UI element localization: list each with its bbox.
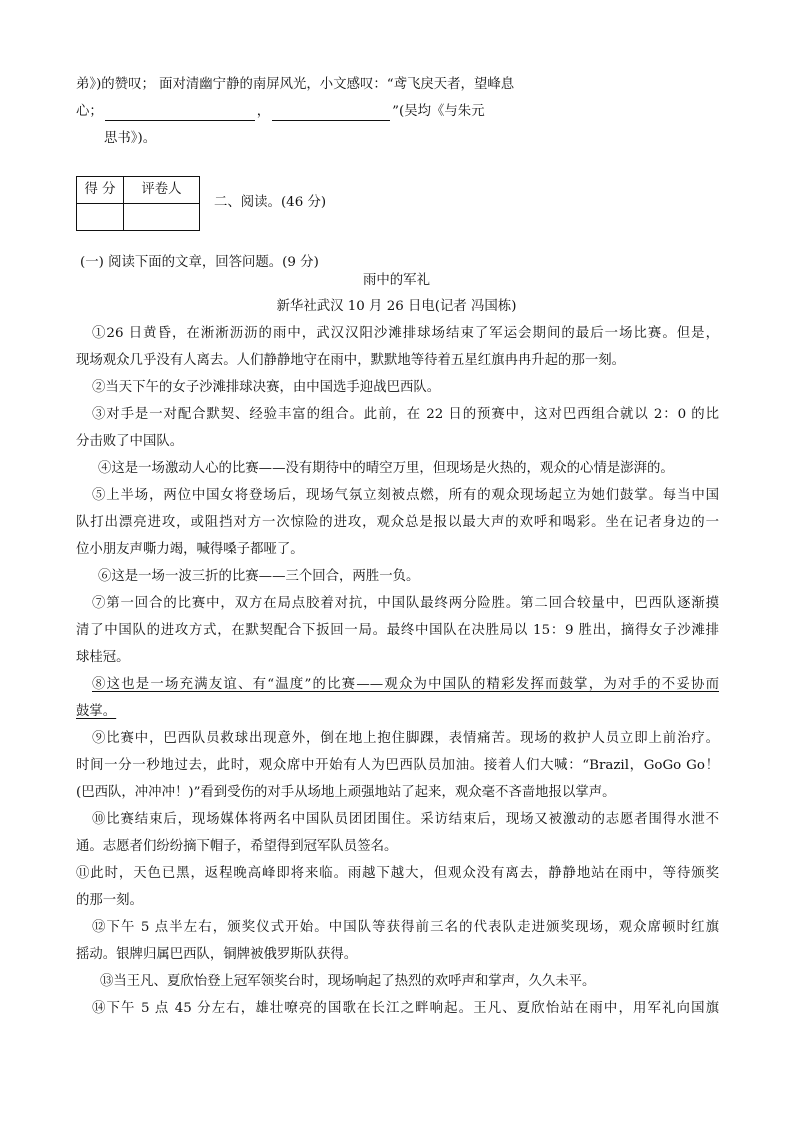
article-line: 时间一分一秒地过去，此时，观众席中开始有人为巴西队员加油。接着人们大喊：“Brazil，GoGo Go！ — [76, 758, 719, 773]
intro-line-3: 思书》)。 — [104, 131, 157, 146]
intro-line-2 — [76, 103, 485, 121]
score-cell[interactable] — [77, 204, 124, 231]
section-title: 二、阅读。(46 分) — [214, 195, 327, 210]
article-line: ⑦第一回合的比赛中，双方在局点胶着对抗，中国队最终两分险胜。第二回合较量中，巴西队逐渐摸 — [92, 596, 719, 611]
answer-blank-2[interactable] — [272, 106, 390, 121]
article-line: ⑤上半场，两位中国女将登场后，现场气氛立刻被点燃，所有的观众现场起立为她们鼓掌。每当中国 — [92, 488, 719, 503]
article-line: 的那一刻。 — [76, 893, 143, 908]
article-line: ⑬当王凡、夏欣怡登上冠军领奖台时，现场响起了热烈的欢呼声和掌声，久久未平。 — [100, 974, 596, 989]
intro-line-1: 弟》)的赞叹； 面对清幽宁静的南屏风光，小文感叹：“鸢飞戾天者，望峰息 — [76, 77, 515, 92]
article-line: 现场观众几乎没有人离去。人们静静地守在雨中，默默地等待着五星红旗冉冉升起的那一刻。 — [76, 353, 626, 368]
article-byline: 新华社武汉 10 月 26 日电(记者 冯国栋) — [276, 299, 517, 314]
score-table — [76, 176, 200, 231]
article-line: ①26 日黄昏，在淅淅沥沥的雨中，武汉汉阳沙滩排球场结束了军运会期间的最后一场比赛。但是， — [92, 326, 719, 341]
article-line: ⑭下午 5 点 45 分左右，雄壮嘹亮的国歌在长江之畔响起。王凡、夏欣怡站在雨中，用军礼向国旗 — [92, 1001, 719, 1016]
article-line: ③对手是一对配合默契、经验丰富的组合。此前，在 22 日的预赛中，这对巴西组合就以 2：0 的比 — [92, 407, 719, 422]
score-header: 得 分 — [77, 177, 124, 204]
article-line: 摇动。银牌归属巴西队，铜牌被俄罗斯队获得。 — [76, 947, 358, 962]
article-line: 清了中国队的进攻方式，在默契配合下扳回一局。最终中国队在决胜局以 15：9 胜出，摘得女子沙滩排 — [76, 623, 719, 638]
article-line: 通。志愿者们纷纷摘下帽子，希望得到冠军队员签名。 — [76, 839, 398, 854]
article-line: 队打出漂亮进攻，或阻挡对方一次惊险的进攻，观众总是报以最大声的欢呼和喝彩。坐在记者身边的一 — [76, 515, 719, 530]
underlined-line: ⑧这也是一场充满友谊、有“温度”的比赛——观众为中国队的精彩发挥而鼓掌，为对手的不妥协而 — [92, 677, 719, 692]
article-line: ⑥这是一场一波三折的比赛——三个回合，两胜一负。 — [98, 569, 420, 584]
reviewer-header: 评卷人 — [124, 177, 200, 204]
article-line: ⑫下午 5 点半左右，颁奖仪式开始。中国队等获得前三名的代表队走进颁奖现场，观众席顿时红旗 — [92, 920, 719, 935]
article-line: ⑪此时，天色已黑，返程晚高峰即将来临。雨越下越大，但观众没有离去，静静地站在雨中，等待颁奖 — [76, 866, 719, 881]
article-line: 球桂冠。 — [76, 650, 130, 665]
article-line: ④这是一场激动人心的比赛——没有期待中的晴空万里，但现场是火热的，观众的心情是澎湃的。 — [98, 461, 674, 476]
intro-line-2-sep: ， — [256, 104, 271, 119]
article-line: 分击败了中国队。 — [76, 434, 184, 449]
article-line: (巴西队，冲冲冲！)”看到受伤的对手从场地上顽强地站了起来，观众毫不吝啬地报以掌声。 — [76, 785, 616, 800]
intro-line-2-start: 心； — [76, 104, 103, 119]
answer-blank-1[interactable] — [105, 106, 255, 121]
reviewer-cell[interactable] — [124, 204, 200, 231]
article-line: ⑨比赛中，巴西队员救球出现意外，倒在地上抱住脚踝，表情痛苦。现场的救护人员立即上前治疗。 — [92, 731, 719, 746]
article-line: ⑩比赛结束后，现场媒体将两名中国队员团团围住。采访结束后，现场又被激动的志愿者围得水泄不 — [92, 812, 719, 827]
article-line: 位小朋友声嘶力竭，喊得嗓子都哑了。 — [76, 542, 304, 557]
intro-line-2-end: ”(吴均《与朱元 — [392, 104, 485, 119]
article-title: 雨中的军礼 — [363, 273, 430, 288]
subsection-title: (一) 阅读下面的文章，回答问题。(9 分) — [80, 255, 319, 270]
article-line: ②当天下午的女子沙滩排球决赛，由中国选手迎战巴西队。 — [92, 380, 441, 395]
underlined-line: 鼓掌。 — [76, 704, 117, 719]
